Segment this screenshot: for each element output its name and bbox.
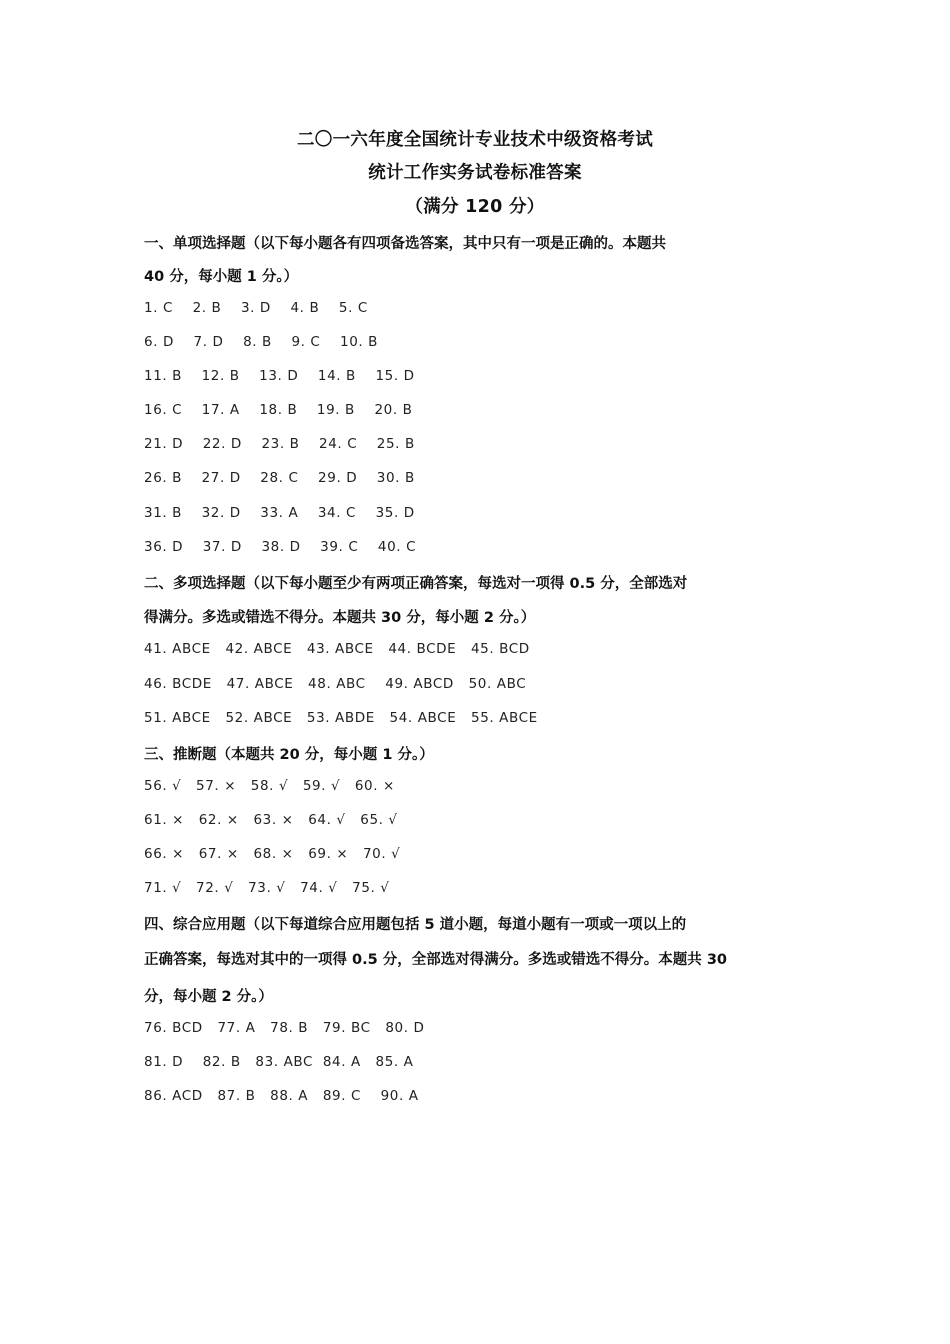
answer-row: 86. ACD 87. B 88. A 89. C 90. A [144, 1088, 419, 1104]
answer-row: 61. × 62. × 63. × 64. √ 65. √ [144, 812, 398, 828]
answer-row: 56. √ 57. × 58. √ 59. √ 60. × [144, 778, 395, 794]
answer-row: 16. C 17. A 18. B 19. B 20. B [144, 402, 413, 418]
answer-row: 71. √ 72. √ 73. √ 74. √ 75. √ [144, 880, 390, 896]
section4-heading-end: 分，每小题 2 分。） [144, 989, 273, 1005]
section1-heading-cont: 40 分，每小题 1 分。） [144, 269, 299, 285]
answer-row: 11. B 12. B 13. D 14. B 15. D [144, 368, 415, 384]
section1-heading: 一、单项选择题（以下每小题各有四项备选答案，其中只有一项是正确的。本题共 [144, 236, 666, 252]
answer-row: 26. B 27. D 28. C 29. D 30. B [144, 470, 415, 486]
answer-row: 1. C 2. B 3. D 4. B 5. C [144, 300, 368, 316]
exam-title: 二〇一六年度全国统计专业技术中级资格考试 [297, 130, 653, 150]
exam-subtitle: 统计工作实务试卷标准答案 [368, 163, 582, 183]
full-score: （满分 120 分） [405, 197, 545, 217]
answer-row: 21. D 22. D 23. B 24. C 25. B [144, 436, 415, 452]
answer-row: 41. ABCE 42. ABCE 43. ABCE 44. BCDE 45. BCD [144, 641, 530, 657]
answer-row: 46. BCDE 47. ABCE 48. ABC 49. ABCD 50. ABC [144, 676, 527, 692]
section3-heading: 三、推断题（本题共 20 分，每小题 1 分。） [144, 747, 434, 763]
answer-row: 76. BCD 77. A 78. B 79. BC 80. D [144, 1020, 425, 1036]
section2-heading-cont: 得满分。多选或错选不得分。本题共 30 分，每小题 2 分。） [144, 610, 536, 626]
answer-row: 81. D 82. B 83. ABC 84. A 85. A [144, 1054, 414, 1070]
answer-row: 6. D 7. D 8. B 9. C 10. B [144, 334, 379, 350]
answer-row: 66. × 67. × 68. × 69. × 70. √ [144, 846, 401, 862]
answer-row: 51. ABCE 52. ABCE 53. ABDE 54. ABCE 55. ABCE [144, 710, 538, 726]
answer-row: 31. B 32. D 33. A 34. C 35. D [144, 505, 415, 521]
answer-row: 36. D 37. D 38. D 39. C 40. C [144, 539, 417, 555]
section2-heading: 二、多项选择题（以下每小题至少有两项正确答案，每选对一项得 0.5 分，全部选对 [144, 576, 688, 592]
section4-heading-cont: 正确答案，每选对其中的一项得 0.5 分，全部选对得满分。多选或错选不得分。本题共 30 [144, 952, 728, 968]
section4-heading: 四、综合应用题（以下每道综合应用题包括 5 道小题，每道小题有一项或一项以上的 [144, 917, 687, 933]
